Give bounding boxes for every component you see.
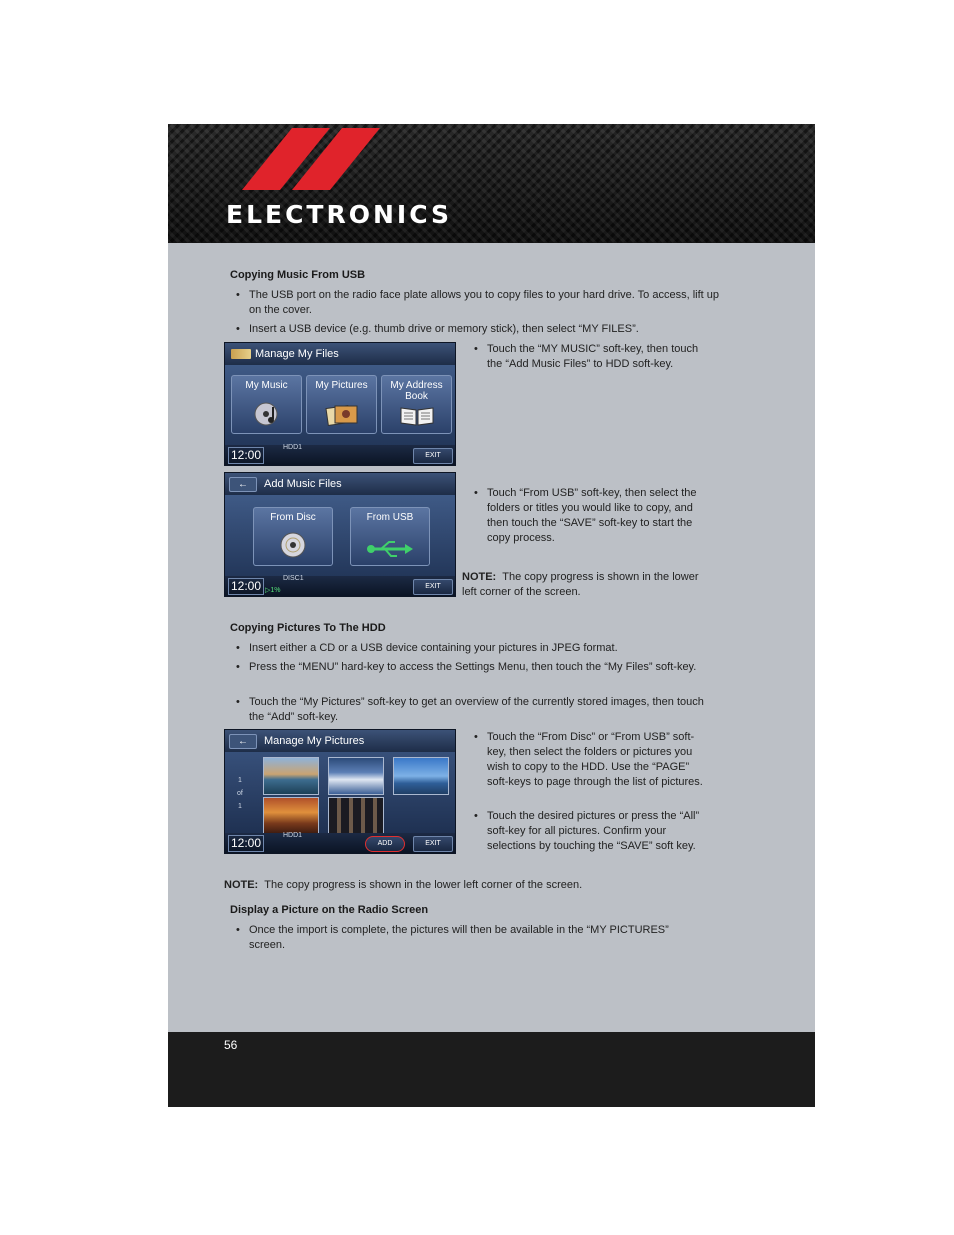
address-book-icon [399, 405, 435, 427]
source-label: DISC1 [283, 575, 304, 582]
manage-my-pictures-screen [224, 729, 456, 854]
bullet-my-music: • Touch the “MY MUSIC” soft-key, then touch the “Add Music Files” to HDD soft-key. [474, 342, 707, 372]
picture-thumbnail[interactable] [263, 797, 319, 835]
screen-title: Add Music Files [264, 478, 342, 490]
from-usb-label: From USB [366, 512, 414, 523]
brand-stripes-icon [242, 128, 392, 190]
bullet-import-complete: • Once the import is complete, the pictures will then be available in the “MY PICTURES” screen. [236, 923, 689, 953]
heading-copying-pictures: Copying Pictures To The HDD [230, 622, 386, 634]
exit-button[interactable]: EXIT [413, 836, 453, 852]
clock-display: 12:00 [228, 447, 264, 464]
progress-icon: ▷ [265, 587, 271, 594]
back-arrow-icon: ← [238, 479, 248, 490]
files-icon [231, 349, 251, 359]
my-pictures-button[interactable] [306, 375, 377, 434]
exit-button[interactable]: EXIT [413, 448, 453, 464]
bullet-insert-cd: • Insert either a CD or a USB device containing your pictures in JPEG format. [236, 641, 719, 656]
heading-copying-music: Copying Music From USB [230, 269, 366, 281]
back-button[interactable] [229, 477, 257, 492]
from-disc-button[interactable] [253, 507, 333, 566]
note-copy-progress: NOTE: The copy progress is shown in the lower left corner of the screen. [462, 571, 699, 598]
add-button[interactable]: ADD [365, 836, 405, 852]
bullet-my-pictures: • Touch the “My Pictures” soft-key to get an overview of the currently stored images, then touch the “Add” soft-key. [236, 695, 719, 725]
pictures-icon [325, 403, 359, 427]
bullet-menu-key: • Press the “MENU” hard-key to access the Settings Menu, then touch the “My Files” soft-key. [236, 660, 719, 675]
picture-thumbnail[interactable] [328, 757, 384, 795]
picture-thumbnail[interactable] [328, 797, 384, 835]
section-title: ELECTRONICS [226, 200, 453, 229]
clock-display: 12:00 [228, 835, 264, 852]
clock-display: 12:00 [228, 578, 264, 595]
disc-icon [279, 531, 307, 559]
my-address-book-label: My Address Book [390, 380, 443, 402]
screen-title: Manage My Pictures [264, 735, 365, 747]
my-address-book-button[interactable] [381, 375, 452, 434]
bullet-from-disc-usb: • Touch the “From Disc” or “From USB” soft-key, then select the folders or pictures you wish to copy to the HDD. Use the “PAGE” soft-keys to page through the list of pictures. [474, 730, 707, 790]
from-disc-label: From Disc [270, 512, 316, 523]
source-label: HDD1 [283, 444, 303, 451]
exit-button[interactable]: EXIT [413, 579, 453, 595]
source-label: HDD1 [283, 832, 303, 839]
page-number: 56 [224, 1038, 238, 1052]
manual-page [168, 124, 815, 1107]
back-button[interactable] [229, 734, 257, 749]
picture-thumbnail[interactable] [393, 757, 449, 795]
copy-progress: ▷1% [265, 587, 281, 594]
add-music-files-screen [224, 472, 456, 597]
picture-thumbnail[interactable] [263, 757, 319, 795]
bullet-insert-usb: • Insert a USB device (e.g. thumb drive or memory stick), then select “MY FILES”. [236, 322, 719, 337]
bullet-select-pictures: • Touch the desired pictures or press the “All” soft-key for all pictures. Confirm your selections by touching the “SAVE” soft key. [474, 809, 709, 854]
music-disc-icon [253, 401, 281, 427]
my-music-button[interactable] [231, 375, 302, 434]
section-header [168, 124, 815, 243]
manage-my-files-screen [224, 342, 456, 466]
note-copy-progress-2: NOTE: The copy progress is shown in the lower left corner of the screen. [224, 879, 583, 891]
my-music-label: My Music [245, 380, 288, 391]
screen-title-bar [225, 343, 455, 365]
page-indicator: 1 of 1 [237, 777, 243, 810]
usb-icon [365, 539, 415, 559]
bullet-from-usb: • Touch “From USB” soft-key, then select the folders or titles you would like to copy, and then touch the “SAVE” soft-key to start the copy process. [474, 486, 697, 546]
my-pictures-label: My Pictures [315, 380, 368, 391]
from-usb-button[interactable] [350, 507, 430, 566]
heading-display-picture: Display a Picture on the Radio Screen [230, 904, 429, 916]
bullet-usb-port: • The USB port on the radio face plate allows you to copy files to your hard drive. To access, lift up on the cover. [236, 288, 719, 318]
page-footer [168, 1032, 815, 1107]
back-arrow-icon: ← [238, 736, 248, 747]
screen-title: Manage My Files [255, 348, 339, 360]
